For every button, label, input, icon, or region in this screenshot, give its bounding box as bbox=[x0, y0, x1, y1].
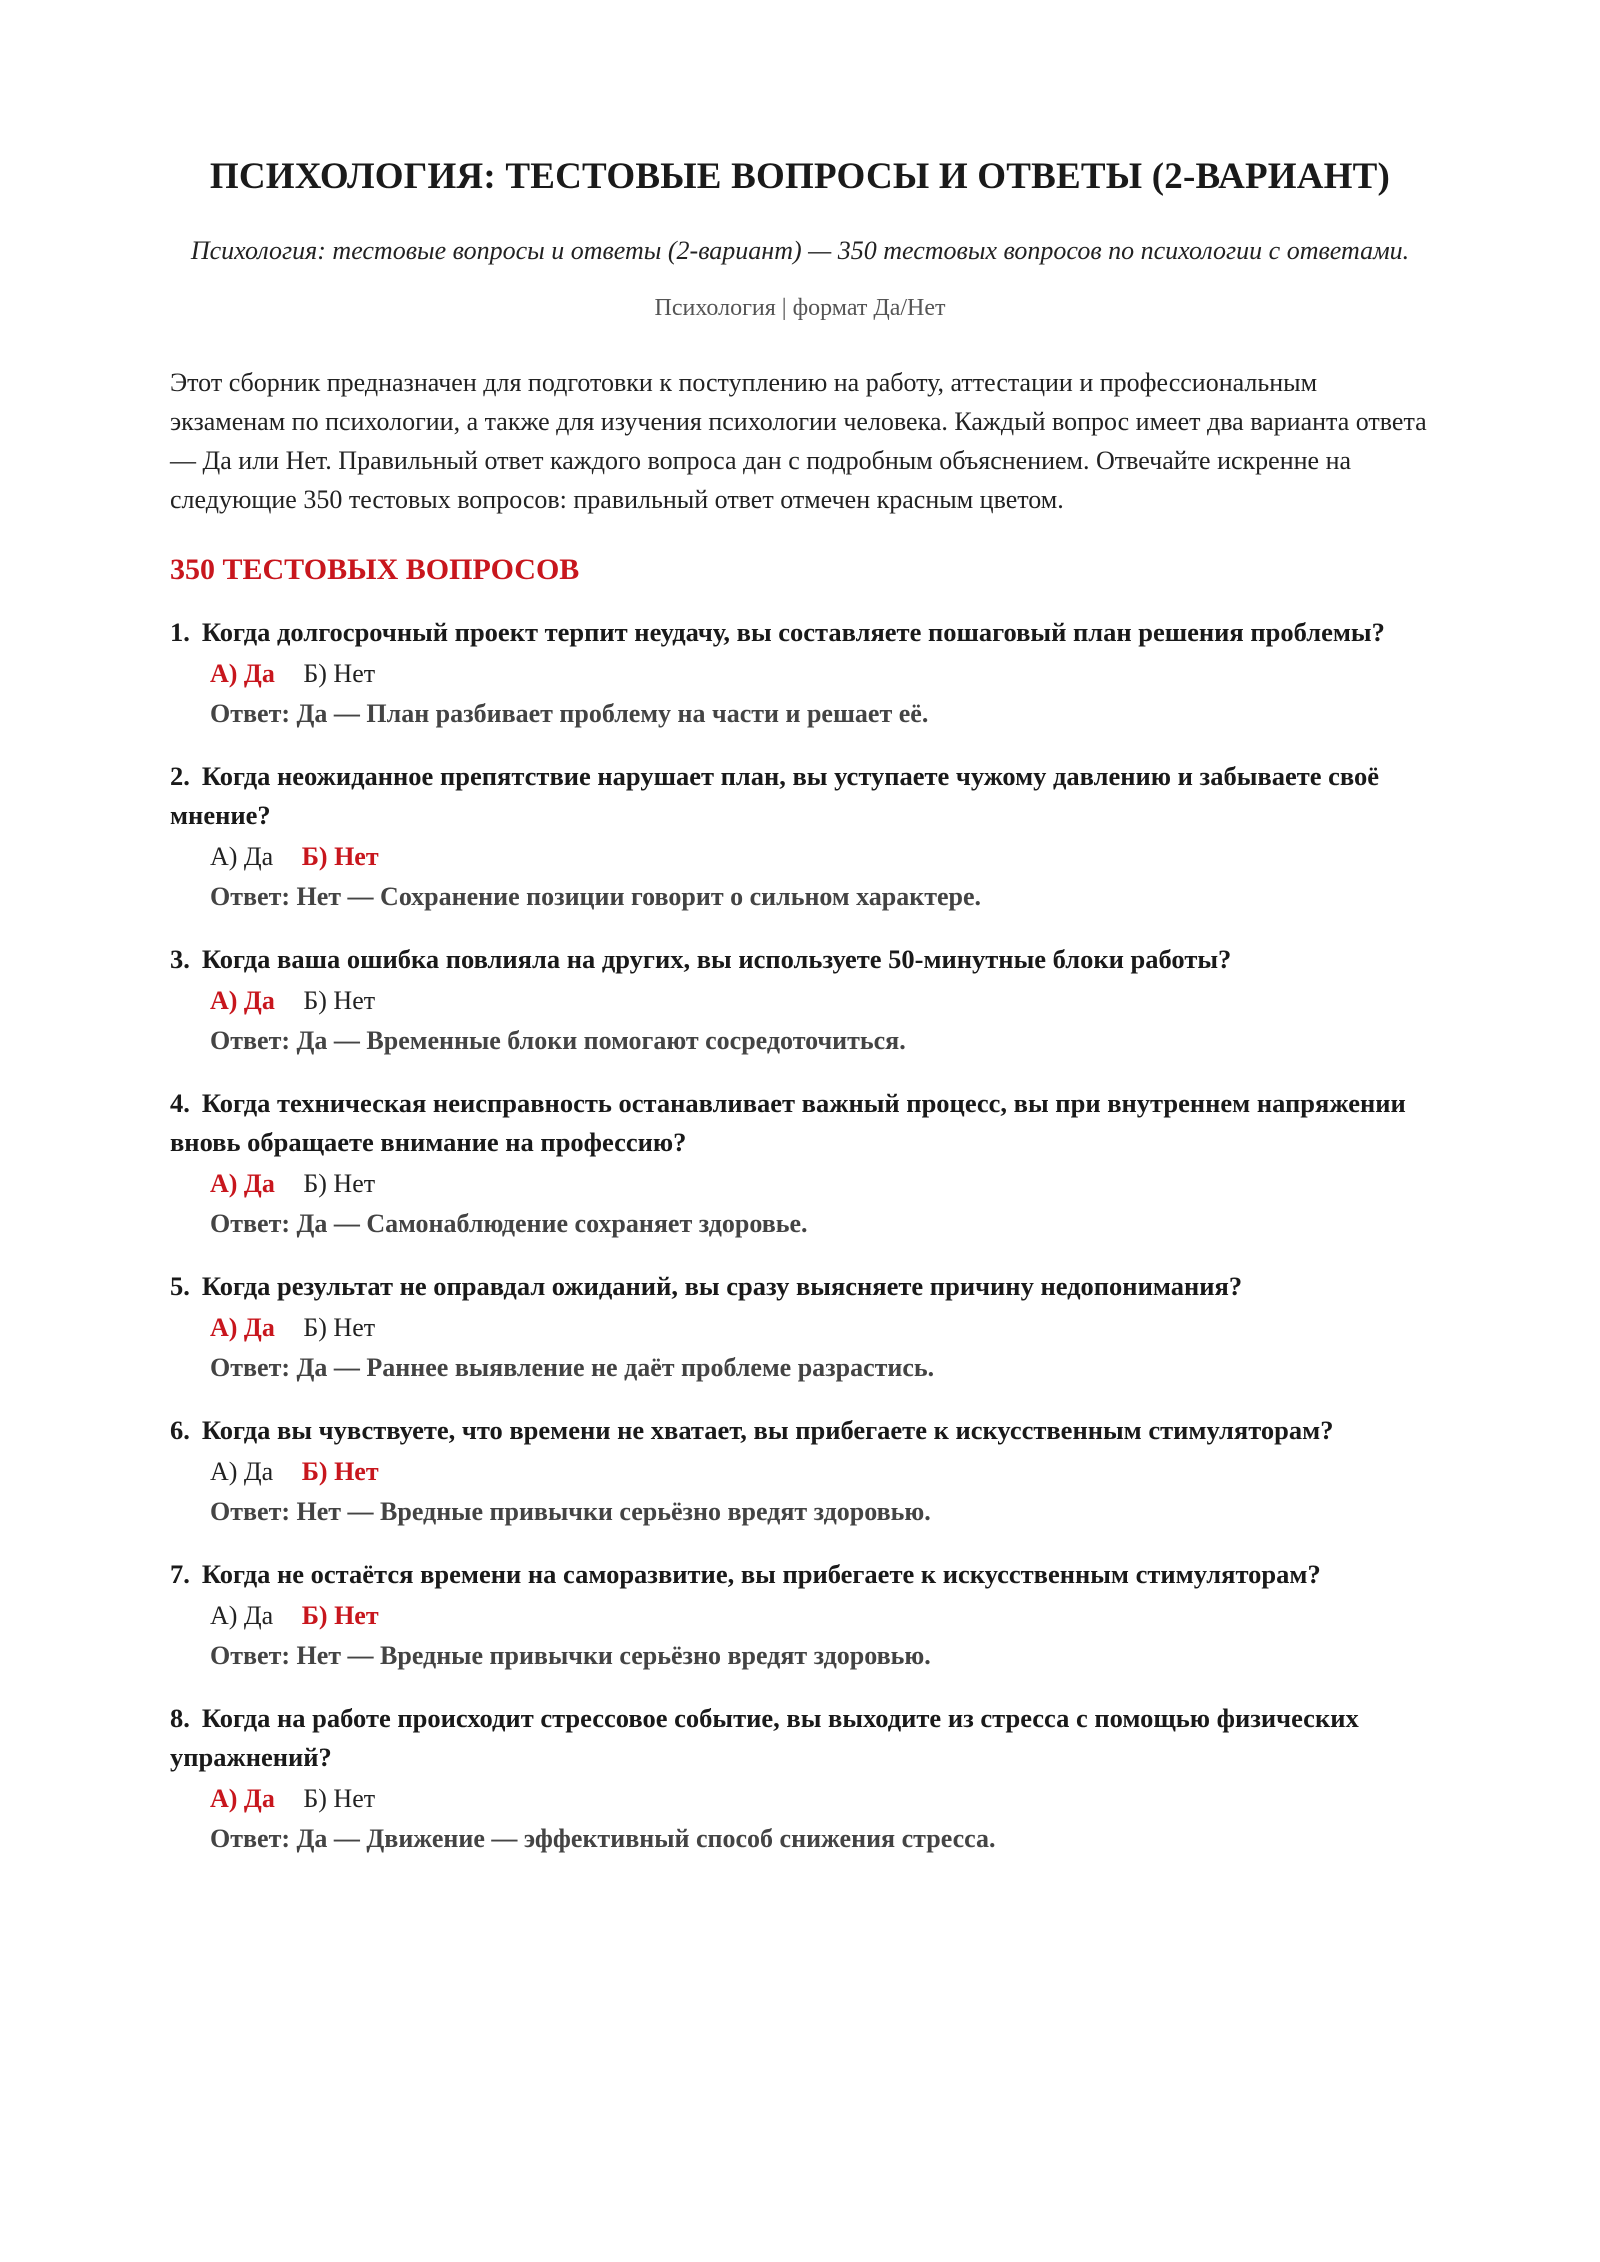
question-number: 2. bbox=[170, 761, 190, 791]
question-item bbox=[170, 1267, 1430, 1388]
answer-explanation: Ответ: Да — План разбивает проблему на части и решает её. bbox=[210, 699, 929, 728]
answer-options bbox=[210, 837, 1430, 877]
option-b[interactable]: Б) Нет bbox=[301, 1601, 379, 1630]
page-title: ПСИХОЛОГИЯ: ТЕСТОВЫЕ ВОПРОСЫ И ОТВЕТЫ (2-ВАРИАНТ) bbox=[209, 156, 1391, 197]
question-number: 5. bbox=[170, 1271, 190, 1301]
option-b[interactable]: Б) Нет bbox=[303, 1169, 376, 1198]
subtitle: Психология: тестовые вопросы и ответы (2-вариант) — 350 тестовых вопросов по психологии с ответами. bbox=[190, 236, 1410, 265]
option-a[interactable]: А) Да bbox=[210, 1784, 275, 1813]
option-a[interactable]: А) Да bbox=[210, 1313, 275, 1342]
question-item bbox=[170, 940, 1430, 1061]
answer-explanation: Ответ: Да — Раннее выявление не даёт проблеме разрастись. bbox=[210, 1353, 935, 1382]
answer-options bbox=[210, 1308, 1430, 1348]
answer-explanation: Ответ: Нет — Сохранение позиции говорит о сильном характере. bbox=[210, 882, 982, 911]
answer-options bbox=[210, 1452, 1430, 1492]
question-body: Когда неожиданное препятствие нарушает план, вы уступаете чужому давлению и забываете своё мнение? bbox=[170, 761, 1380, 830]
question-list bbox=[170, 613, 1430, 1859]
question-number: 8. bbox=[170, 1703, 190, 1733]
question-text bbox=[170, 1699, 1430, 1777]
question-item bbox=[170, 1555, 1430, 1676]
question-number: 4. bbox=[170, 1088, 190, 1118]
section-heading: 350 ТЕСТОВЫХ ВОПРОСОВ bbox=[170, 553, 580, 586]
question-item bbox=[170, 1084, 1430, 1244]
answer-explanation: Ответ: Да — Самонаблюдение сохраняет здоровье. bbox=[210, 1209, 808, 1238]
option-b[interactable]: Б) Нет bbox=[303, 1784, 376, 1813]
question-body: Когда вы чувствуете, что времени не хватает, вы прибегаете к искусственным стимуляторам? bbox=[201, 1415, 1334, 1445]
question-item bbox=[170, 613, 1430, 734]
question-number: 6. bbox=[170, 1415, 190, 1445]
question-item bbox=[170, 1411, 1430, 1532]
answer-explanation: Ответ: Нет — Вредные привычки серьёзно вредят здоровью. bbox=[210, 1641, 931, 1670]
answer-options bbox=[210, 654, 1430, 694]
question-number: 7. bbox=[170, 1559, 190, 1589]
question-text bbox=[170, 757, 1430, 835]
question-text bbox=[170, 940, 1430, 979]
question-number: 1. bbox=[170, 617, 190, 647]
option-a[interactable]: А) Да bbox=[210, 842, 274, 871]
question-text bbox=[170, 613, 1430, 652]
answer-options bbox=[210, 1596, 1430, 1636]
answer-explanation: Ответ: Да — Временные блоки помогают сосредоточиться. bbox=[210, 1026, 906, 1055]
question-text bbox=[170, 1411, 1430, 1450]
option-b[interactable]: Б) Нет bbox=[301, 1457, 379, 1486]
intro-paragraph: Этот сборник предназначен для подготовки к поступлению на работу, аттестации и профессиональным экзаменам по психологии, а также для изучения психологии человека. Каждый вопрос имеет два варианта ответа — Да или Нет. Правильный ответ каждого вопроса дан с подробным объяснением. Отвечайте искренне на следующие 350 тестовых вопросов: правильный ответ отмечен красным цветом. bbox=[170, 368, 1427, 514]
meta-line: Психология | формат Да/Нет bbox=[654, 295, 946, 321]
question-body: Когда на работе происходит стрессовое событие, вы выходите из стресса с помощью физических упражнений? bbox=[170, 1703, 1359, 1772]
question-body: Когда не остаётся времени на саморазвитие, вы прибегаете к искусственным стимуляторам? bbox=[201, 1559, 1321, 1589]
question-text bbox=[170, 1267, 1430, 1306]
option-a[interactable]: А) Да bbox=[210, 1169, 275, 1198]
option-a[interactable]: А) Да bbox=[210, 659, 275, 688]
question-item bbox=[170, 1699, 1430, 1859]
answer-explanation: Ответ: Нет — Вредные привычки серьёзно вредят здоровью. bbox=[210, 1497, 931, 1526]
option-b[interactable]: Б) Нет bbox=[301, 842, 379, 871]
question-body: Когда долгосрочный проект терпит неудачу, вы составляете пошаговый план решения проблемы? bbox=[201, 617, 1385, 647]
option-b[interactable]: Б) Нет bbox=[303, 986, 376, 1015]
option-a[interactable]: А) Да bbox=[210, 1457, 274, 1486]
question-item bbox=[170, 757, 1430, 917]
question-number: 3. bbox=[170, 944, 190, 974]
question-body: Когда ваша ошибка повлияла на других, вы используете 50-минутные блоки работы? bbox=[201, 944, 1232, 974]
answer-options bbox=[210, 1164, 1430, 1204]
option-a[interactable]: А) Да bbox=[210, 1601, 274, 1630]
option-b[interactable]: Б) Нет bbox=[303, 659, 376, 688]
answer-options bbox=[210, 1779, 1430, 1819]
answer-options bbox=[210, 981, 1430, 1021]
question-text bbox=[170, 1084, 1430, 1162]
answer-explanation: Ответ: Да — Движение — эффективный способ снижения стресса. bbox=[210, 1824, 996, 1853]
option-a[interactable]: А) Да bbox=[210, 986, 275, 1015]
question-body: Когда техническая неисправность останавливает важный процесс, вы при внутреннем напряжении вновь обращаете внимание на профессию? bbox=[170, 1088, 1406, 1157]
question-text bbox=[170, 1555, 1430, 1594]
question-body: Когда результат не оправдал ожиданий, вы сразу выясняете причину недопонимания? bbox=[201, 1271, 1243, 1301]
option-b[interactable]: Б) Нет bbox=[303, 1313, 376, 1342]
